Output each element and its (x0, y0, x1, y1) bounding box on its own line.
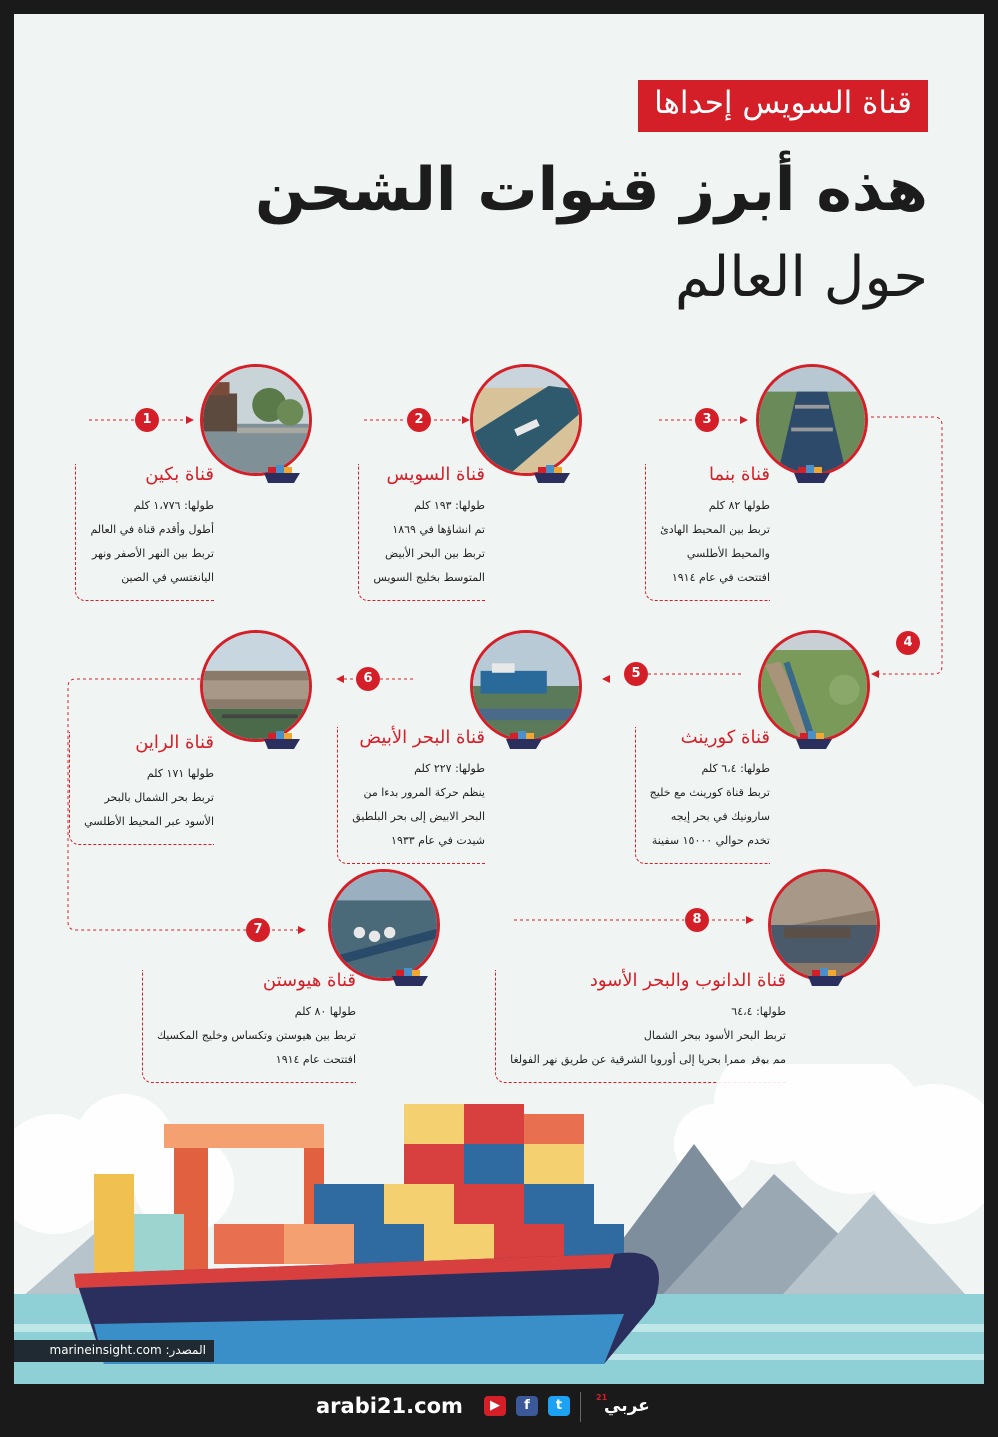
canal-5-number-badge: 5 (624, 662, 648, 686)
canal-8-line-2: تربط البحر الأسود ببحر الشمال (643, 1028, 786, 1042)
canal-6-line-1: طولها ١٧١ كلم (146, 766, 214, 780)
canal-4-number-badge: 4 (896, 631, 920, 655)
canal-6-ship-icon (262, 727, 302, 755)
canal-4-line-1: طولها: ٦،٤ كلم (701, 761, 770, 775)
canal-8-number-badge: 8 (685, 908, 709, 932)
canal-7-ship-icon (390, 964, 430, 992)
canal-8-line-1: طولها: ٦٤،٤ (731, 1004, 786, 1018)
canal-5-info (337, 727, 485, 864)
canal-3-info (645, 464, 770, 601)
source-credit: المصدر: marineinsight.com (14, 1340, 214, 1362)
canal-1-line-3: تربط بين النهر الأصفر ونهر (91, 546, 214, 560)
canal-5-ship-icon (504, 727, 544, 755)
canal-7-line-2: تربط بين هيوستن وتكساس وخليج المكسيك (156, 1028, 356, 1042)
canal-4-line-3: سارونيك في بحر إيجه (670, 809, 770, 823)
canal-2-number-badge: 2 (407, 408, 431, 432)
canal-2-photo (470, 364, 582, 476)
canal-3-line-1: طولها ٨٢ كلم (708, 498, 770, 512)
arrow-4 (871, 670, 879, 678)
canal-3-line-2: تربط بين المحيط الهادئ (660, 522, 770, 536)
canal-3-name: قناة بنما (708, 464, 770, 485)
canal-4-line-4: تخدم حوالي ١٥٠٠٠ سفينة (651, 833, 770, 847)
canal-1-info (75, 464, 214, 601)
headline-subtitle: قناة السويس إحداها (638, 80, 928, 132)
canal-2-line-2: تم انشاؤها في ١٨٦٩ (392, 522, 485, 536)
canal-4-photo (758, 630, 870, 742)
canal-4-line-2: تربط قناة كورينث مع خليج (649, 785, 770, 799)
canal-8-line-3: مم يوفر ممرا بحريا إلى أوروبا الشرقية عن طريق نهر الفولغا (510, 1052, 786, 1066)
footer-bar (0, 1384, 998, 1437)
canal-6-info (69, 732, 214, 845)
arrow-1 (186, 416, 194, 424)
canal-8-name: قناة الدانوب والبحر الأسود (589, 970, 786, 991)
canal-6-photo (200, 630, 312, 742)
twitter-icon[interactable]: t (548, 1396, 570, 1416)
arrow-8 (746, 916, 754, 924)
canal-4-ship-icon (794, 727, 834, 755)
canal-2-info (358, 464, 485, 601)
canal-5-name: قناة البحر الأبيض (359, 727, 485, 748)
canal-5-line-1: طولها: ٢٢٧ كلم (414, 761, 485, 775)
facebook-icon[interactable]: f (516, 1396, 538, 1416)
brand-superscript: 21 (596, 1393, 608, 1402)
canal-3-ship-icon (792, 461, 832, 489)
canal-4-info (635, 727, 770, 864)
canal-1-number-badge: 1 (135, 408, 159, 432)
canal-5-photo (470, 630, 582, 742)
canal-3-line-4: افتتحت في عام ١٩١٤ (671, 570, 770, 584)
canal-3-photo (756, 364, 868, 476)
canal-6-name: قناة الراين (135, 732, 214, 753)
canal-7-line-3: افتتحت عام ١٩١٤ (275, 1052, 356, 1066)
canal-3-line-3: والمحيط الأطلسي (686, 546, 770, 560)
canal-7-line-1: طولها ٨٠ كلم (294, 1004, 356, 1018)
canal-6-number-badge: 6 (356, 667, 380, 691)
canal-1-name: قناة بكين (145, 464, 214, 485)
infographic-card (14, 14, 984, 1384)
canal-2-line-1: طولها: ١٩٣ كلم (414, 498, 485, 512)
canal-2-line-4: المتوسط بخليج السويس (373, 570, 485, 584)
arrow-7 (298, 926, 306, 934)
brand-logo[interactable]: عربي (604, 1396, 650, 1416)
canal-2-ship-icon (532, 461, 572, 489)
canal-1-line-4: اليانغتسي في الصين (121, 570, 214, 584)
canal-7-name: قناة هيوستن (262, 970, 356, 991)
headline-title-line2: حول العالم (674, 245, 928, 310)
arrow-5 (602, 675, 610, 683)
canal-2-name: قناة السويس (386, 464, 485, 485)
canal-5-line-4: شيدت في عام ١٩٣٣ (391, 833, 485, 847)
canal-6-line-3: الأسود عبر المحيط الأطلسي (84, 814, 214, 828)
canal-4-name: قناة كورينث (680, 727, 770, 748)
canal-5-line-3: البحر الابيض إلى بحر البلطيق (352, 809, 485, 823)
youtube-icon[interactable]: ▶ (484, 1396, 506, 1416)
cargo-ship-illustration (14, 1064, 984, 1384)
footer-divider (580, 1392, 581, 1422)
canal-1-ship-icon (262, 461, 302, 489)
canal-6-line-2: تربط بحر الشمال بالبحر (104, 790, 214, 804)
canal-1-line-1: طولها: ١،٧٧٦ كلم (133, 498, 214, 512)
canal-2-line-3: تربط بين البحر الأبيض (385, 546, 485, 560)
site-link[interactable]: arabi21.com (316, 1394, 463, 1418)
canal-1-photo (200, 364, 312, 476)
arrow-3 (740, 416, 748, 424)
canal-5-line-2: ينظم حركة المرور بدءا من (363, 785, 485, 799)
canal-1-line-2: أطول وأقدم قناة في العالم (90, 522, 214, 536)
canal-7-number-badge: 7 (246, 918, 270, 942)
arrow-2 (462, 416, 470, 424)
canal-8-ship-icon (806, 964, 846, 992)
arrow-6 (336, 675, 344, 683)
canal-3-number-badge: 3 (695, 408, 719, 432)
headline-title: هذه أبرز قنوات الشحن (255, 155, 928, 225)
